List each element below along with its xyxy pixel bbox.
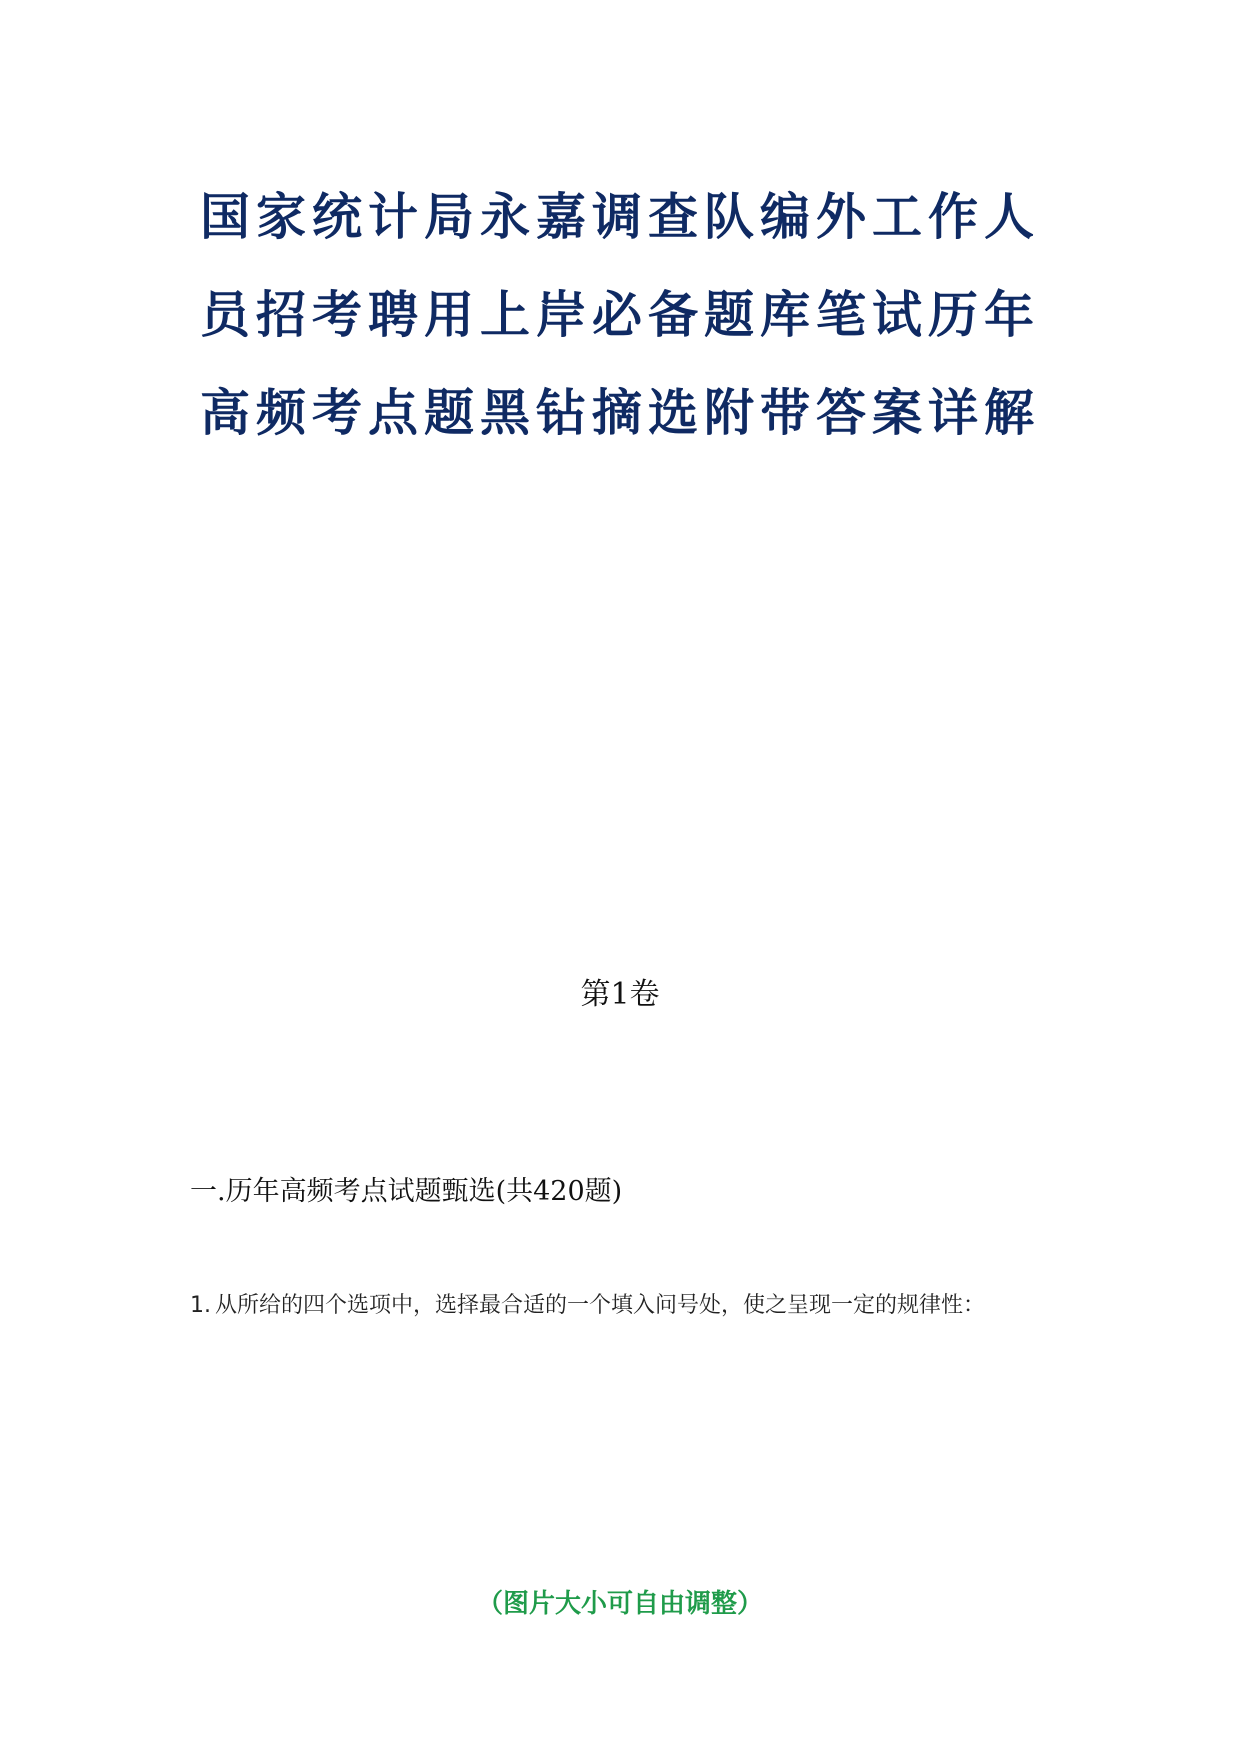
question-number: 1. bbox=[190, 1293, 211, 1318]
question-item bbox=[190, 1290, 1050, 1322]
question-text: 从所给的四个选项中，选择最合适的一个填入问号处，使之呈现一定的规律性： bbox=[215, 1293, 986, 1318]
section-heading: 一.历年高频考点试题甄选(共420题) bbox=[190, 1176, 623, 1207]
document-title: 国家统计局永嘉调查队编外工作人员招考聘用上岸必备题库笔试历年高频考点题黑钻摘选附带答案详解 bbox=[200, 187, 1040, 442]
volume-label: 第1卷 bbox=[580, 977, 660, 1012]
image-resize-note: （图片大小可自由调整） bbox=[476, 1589, 763, 1619]
